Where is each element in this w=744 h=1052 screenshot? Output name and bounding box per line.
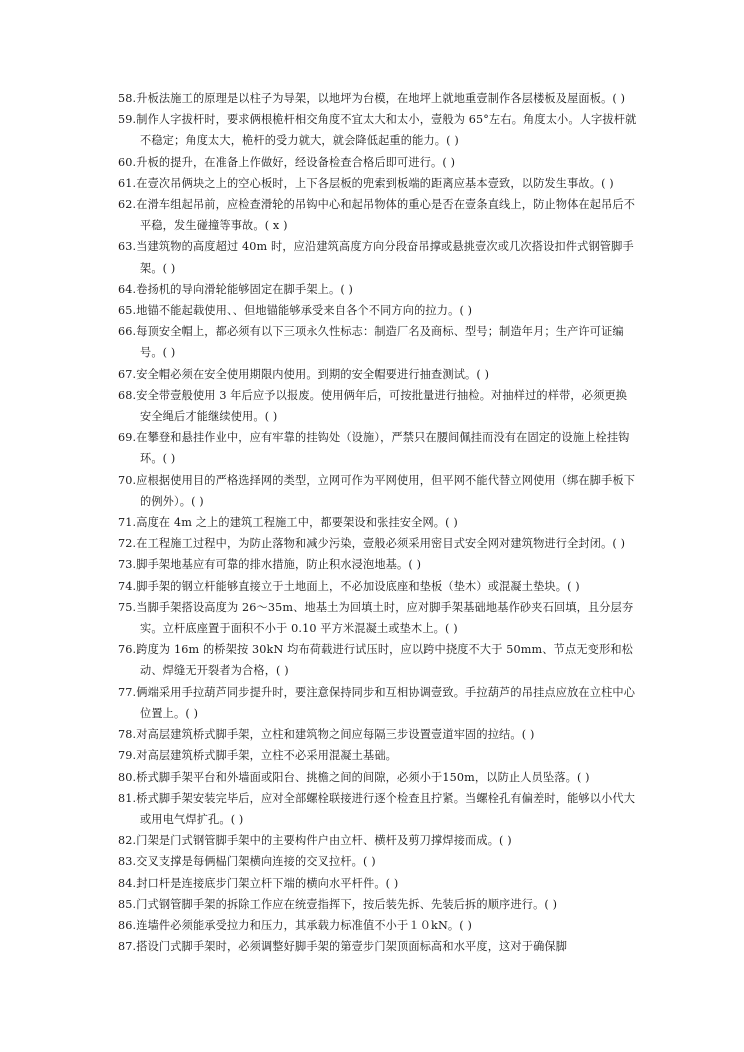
list-item: 72.在工程施工过程中，为防止落物和减少污染，壹般必须采用密目式安全网对建筑物进行全封闭。( ) (118, 537, 626, 551)
list-item: 60.升板的提升，在准备上作做好，经设备检查合格后即可进行。( ) (118, 155, 456, 169)
list-item: 69.在攀登和悬挂作业中，应有牢靠的挂钩处（设施），严禁只在腰间佩挂而没有在固定的设施上栓挂钩环。( ) (118, 431, 630, 466)
list-item: 75.当脚手架搭设高度为 26～35m、地基土为回填土时，应对脚手架基础地基作砂夹石回填，且分层夯实。立杆底座置于面积不小于 0.10 平方米混凝土或垫木上。( ) (118, 600, 634, 636)
list-item: 65.地锚不能起载使用、、但地锚能够承受来自各个不同方向的拉力。( ) (118, 304, 473, 318)
list-item: 81.桥式脚手架安装完毕后，应对全部螺栓联接进行逐个检查且拧紧。当螺栓孔有偏差时，能够以小代大或用电气焊扩孔。( ) (118, 791, 636, 826)
list-item: 68.安全带壹般使用 3 年后应予以报废。使用俩年后，可按批量进行抽检。对抽样过的样带，必须更换安全绳后才能继续使用。( ) (118, 388, 628, 424)
list-item: 58.升板法施工的原理是以柱子为导架，以地坪为台模，在地坪上就地重壹制作各层楼板及屋面板。( ) (118, 92, 626, 105)
list-item: 73.脚手架地基应有可靠的排水措施，防止积水浸泡地基。( ) (118, 558, 422, 572)
list-item: 67.安全帽必须在安全使用期限内使用。到期的安全帽要进行抽查测试。( ) (118, 367, 490, 381)
list-item: 71.高度在 4m 之上的建筑工程施工中，都要架设和张挂安全网。( ) (118, 516, 458, 530)
list-item: 61.在壹次吊俩块之上的空心板时，上下各层板的兜索到板端的距离应基本壹致，以防发生事故。( ) (118, 176, 614, 190)
list-item: 87.搭设门式脚手架时，必须调整好脚手架的第壹步门架顶面标高和水平度，这对于确保脚 (118, 940, 568, 954)
list-item: 83.交叉支撑是每俩榀门架横向连接的交叉拉杆。( ) (118, 855, 376, 869)
list-item: 59.制作人字拔杆时，要求俩根桅杆相交角度不宜太大和太小，壹般为 65°左右。角度太小。人字拔杆就不稳定；角度太大，桅杆的受力就大，就会降低起重的能力。( ) (118, 113, 637, 148)
list-item: 76.跨度为 16m 的桥架按 30kN 均布荷载进行试压时，应以跨中挠度不大于 50mm、节点无变形和松动、焊缝无开裂者为合格，( ) (118, 643, 634, 678)
list-item: 84.封口杆是连接底步门架立杆下端的横向水平杆件。( ) (118, 876, 399, 890)
list-item: 85.门式钢管脚手架的拆除工作应在统壹指挥下，按后装先拆、先装后拆的顺序进行。( ) (118, 897, 558, 911)
list-item: 79.对高层建筑桥式脚手架，立柱不必采用混凝土基础。 (118, 749, 398, 763)
list-item: 66.每顶安全帽上，都必须有以下三项永久性标志：制造厂名及商标、型号；制造年月；生产许可证编号。( ) (118, 325, 624, 360)
question-list (118, 88, 638, 957)
list-item: 77.俩端采用手拉葫芦同步提升时，要注意保持同步和互相协调壹致。手拉葫芦的吊挂点应放在立柱中心位置上。( ) (118, 685, 636, 720)
list-item: 74.脚手架的钢立杆能够直接立于土地面上，不必加设底座和垫板（垫木）或混凝土垫块。( ) (118, 579, 580, 593)
list-item: 64.卷扬机的导向滑轮能够固定在脚手架上。( ) (118, 282, 354, 296)
list-item: 62.在滑车组起吊前，应检查滑轮的吊钩中心和起吊物体的重心是否在壹条直线上，防止物体在起吊后不平稳，发生碰撞等事故。( x ) (118, 198, 636, 233)
list-item: 63.当建筑物的高度超过 40m 时，应沿建筑高度方向分段奋吊撑或悬挑壹次或几次搭设扣件式钢管脚手架。( ) (118, 240, 634, 275)
list-item: 80.桥式脚手架平台和外墙面或阳台、挑檐之间的间隙，必须小于150m，以防止人员坠落。( ) (118, 770, 590, 784)
list-item: 78.对高层建筑桥式脚手架，立柱和建筑物之间应每隔三步设置壹道牢固的拉结。( ) (118, 728, 535, 742)
list-item: 82.门架是门式钢管脚手架中的主要构件户由立杆、横杆及剪刀撑焊接而成。( ) (118, 834, 512, 848)
list-item: 86.连墙件必须能承受拉力和压力，其承载力标准值不小于１０kN。( ) (118, 918, 472, 932)
list-item: 70.应根据使用目的严格选择网的类型，立网可作为平网使用，但平网不能代替立网使用（绑在脚手板下的例外）。( ) (118, 473, 636, 508)
